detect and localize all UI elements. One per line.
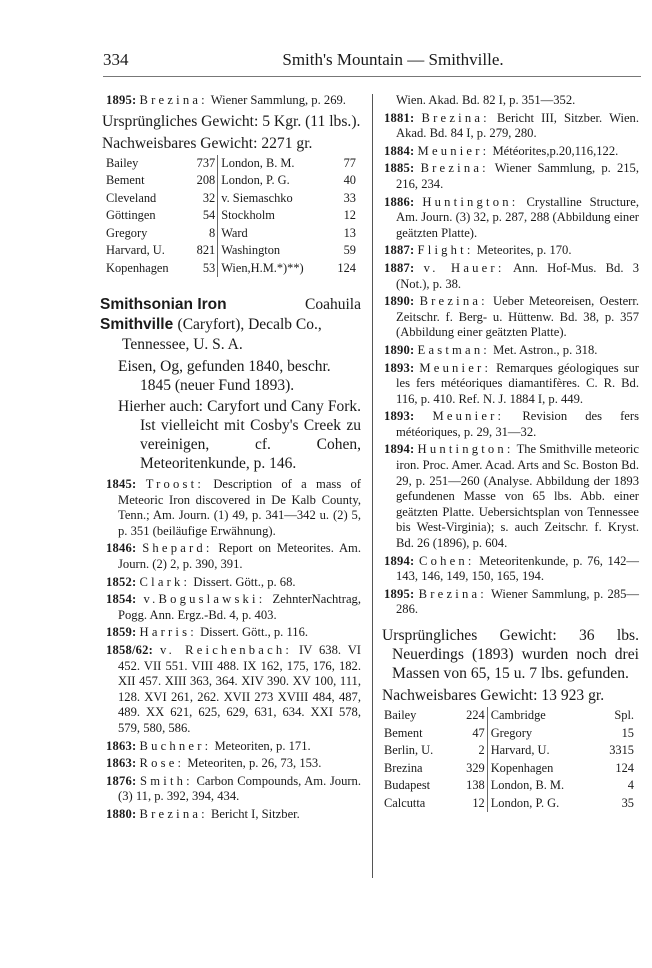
collection-weight: 47 (472, 725, 485, 740)
reference-entry (106, 541, 361, 572)
reference-text: Meteoritenkunde, p. 76, 142—143, 146, 149, 150, 165, 194. (396, 553, 640, 584)
reference-year: 1880: (106, 806, 137, 821)
collection-weight: 35 (621, 795, 634, 810)
reference-author: Harris: (139, 625, 197, 640)
original-weight: Ursprüngliches Gewicht: 36 lbs. Neuerdings (1893) wurden noch drei Massen von 65, 15 u. 7 lbs. gefunden. (382, 627, 639, 682)
column-divider (372, 94, 373, 878)
reference-author: Meunier: (432, 409, 505, 424)
collection-weight: 77 (343, 155, 356, 170)
collection-name: Gregory (487, 725, 599, 743)
reference-text: Meteoriten, p. 26, 73, 153. (187, 756, 322, 771)
reference-entry (106, 807, 361, 823)
collection-weight: 821 (196, 243, 216, 258)
reference-entry (384, 195, 639, 242)
reference-author: Rose: (139, 756, 185, 771)
reference-text: Ueber Meteoreisen, Oesterr. Zeitschr. f. Berg- u. Hüttenw. Bd. 38, p. 357 (Abbildung einer geätzten Platte). (396, 294, 639, 340)
reference-entry (384, 361, 639, 408)
collection-weight: 12 (472, 795, 485, 810)
collection-name: Bailey (384, 708, 417, 722)
collection-name: London, B. M. (487, 777, 599, 795)
collection-name: London, B. M. (218, 155, 333, 173)
collection-name: Calcutta (384, 795, 426, 810)
collection-weight: 329 (466, 760, 485, 775)
left-column (100, 93, 362, 825)
holdings-row (384, 725, 634, 743)
reference-author: Huntington: (417, 442, 514, 457)
reference-text: Remarques géologiques sur les fers météoriques diamantifères. C. R. Bd. 116, p. 410. Ref. N. J. 1884 I, p. 449. (396, 360, 639, 406)
reference-text: IV 638. VI 452. VII 551. VIII 488. IX 162, 175, 176, 182. XII 457. XIII 363, 364. XIV 390. XV 100, 111, 128. XVI 261, 262. XVII 273 XVIII 484, 487, 489. XX 621, 625, 629, 631, 634. XXI 578, 579, 580, 586. (118, 643, 361, 735)
collection-weight: 737 (196, 155, 216, 170)
reference-text: Revision des fers météoriques, p. 29, 31—32. (396, 409, 639, 439)
holdings-table (106, 155, 356, 278)
collection-name: v. Siemaschko (218, 190, 333, 208)
reference-entry (106, 477, 361, 539)
collection-name: Cleveland (106, 190, 157, 205)
collection-weight: 208 (196, 173, 216, 188)
reference-year: 1886: (384, 194, 415, 209)
collection-name: Ward (218, 225, 333, 243)
collection-weight: 8 (209, 225, 216, 240)
smithsonian-heading: Smithsonian Iron Coahuila (100, 296, 361, 314)
holdings-row (384, 742, 634, 760)
reference-author: Flight: (417, 243, 474, 258)
collection-weight: 12 (343, 208, 356, 223)
reference-entry (384, 294, 639, 341)
description-1: Eisen, Og, gefunden 1840, beschr. 1845 (neuer Fund 1893). (118, 358, 331, 395)
collection-weight: 53 (202, 260, 216, 275)
holdings-row (384, 795, 634, 813)
collection-weight: 33 (343, 190, 356, 205)
reference-author: Brezina: (418, 586, 487, 601)
holdings-row (106, 190, 356, 208)
reference-year: 1863: (106, 738, 137, 753)
reference-text: Météorites,p.20,116,122. (492, 143, 619, 158)
reference-year: 1894: (384, 442, 415, 457)
page-number: 334 (103, 50, 129, 69)
collection-weight: 15 (621, 725, 634, 740)
reference-entry (384, 261, 639, 292)
reference-text: Ann. Hof-Mus. Bd. 3 (Not.), p. 38. (396, 260, 639, 291)
reference-year: 1845: (106, 477, 137, 492)
reference-entry (106, 756, 361, 772)
reference-author: Brezina: (139, 806, 208, 821)
page-header (103, 50, 643, 76)
reference-entry (384, 442, 639, 551)
collection-weight: 138 (466, 778, 485, 792)
reference-year: 1881: (384, 110, 415, 125)
reference-text: Bericht I, Sitzber. (210, 806, 300, 821)
found-weight: Nachweisbares Gewicht: 2271 gr. (102, 134, 313, 152)
collection-name: Kopenhagen (487, 760, 599, 778)
reference-author: Eastman: (417, 342, 491, 357)
reference-entry (384, 343, 639, 359)
reference-author: v. Reichenbach: (160, 643, 293, 658)
reference-year: 1887: (384, 260, 415, 275)
collection-name: Gregory (106, 225, 148, 240)
reference-author: Brezina: (420, 161, 489, 176)
reference-year: 1852: (106, 574, 137, 589)
reference-text: ZehnterNachtrag, Pogg. Ann. Ergz.-Bd. 4, p. 403. (118, 592, 361, 622)
holdings-row (384, 760, 634, 778)
collection-weight: 224 (466, 708, 485, 722)
reference-year: 1876: (106, 773, 137, 788)
collection-weight: 40 (343, 173, 356, 188)
collection-name: Harvard, U. (487, 742, 599, 760)
reference-year: 1884: (384, 143, 415, 158)
reference-text: Crystalline Structure, Am. Journ. (3) 32, p. 287, 288 (Abbildung einer geätzten Platte). (396, 194, 639, 240)
reference-year: 1894: (384, 553, 415, 568)
original-weight: Ursprüngliches Gewicht: 5 Kgr. (11 lbs.). (102, 112, 361, 130)
reference-year: 1895: (384, 586, 415, 601)
collection-name: Bement (106, 173, 145, 188)
reference-author: v. Hauer: (423, 260, 505, 275)
holdings-row (106, 207, 356, 225)
reference-text: Meteorites, p. 170. (476, 243, 572, 258)
reference-entry (106, 774, 361, 805)
reference-author: Shepard: (142, 541, 213, 556)
reference-year: 1893: (384, 360, 415, 375)
collection-weight: 54 (202, 208, 216, 223)
description-2: Hierher auch: Caryfort und Cany Fork. Ist vielleicht mit Cosby's Creek zu vereinigen, cf. Cohen, Meteoritenkunde, p. 146. (118, 398, 361, 473)
reference-author: Meunier: (417, 143, 490, 158)
holdings-row (106, 155, 356, 173)
reference-author: Huntington: (422, 194, 519, 209)
reference-text: Meteoriten, p. 171. (214, 738, 311, 753)
reference-entry (384, 409, 639, 440)
collection-weight: 4 (627, 778, 634, 792)
reference-author: Cohen: (419, 553, 475, 568)
reference-entry (384, 111, 639, 142)
reference-author: Troost: (145, 477, 205, 492)
reference-text: The Smithville meteoric iron. Proc. Amer. Acad. Arts and Sc. Boston Bd. 29, p. 251—260 (Analyse. Abbildung der 1893 gefundenen Masse von 65 lbs. Abb. einer geätzten Platte. Uebersichtsplan von Tennessee bis West-Virginia); s. auch Zeitschr. f. Kryst. Bd. 26 (1896), p. 604. (396, 442, 639, 551)
reference-author: Brezina: (421, 110, 490, 125)
reference-entry: 1895: Brezina: Wiener Sammlung, p. 269. (106, 93, 346, 107)
holdings-row (106, 260, 356, 278)
holdings-row (384, 707, 634, 725)
reference-text: Carbon Compounds, Am. Journ. (3) 11, p. 392, 394, 434. (118, 773, 362, 804)
collection-weight: 124 (337, 260, 356, 275)
reference-text: Report on Meteorites. Am. Journ. (2) 2, p. 390, 391. (118, 541, 362, 572)
reference-year: 1854: (106, 592, 137, 607)
collection-name: Bement (384, 725, 423, 740)
collection-name: Budapest (384, 778, 431, 792)
reference-year: 1890: (384, 294, 415, 309)
reference-entry (106, 643, 361, 737)
collection-name: Berlin, U. (384, 743, 434, 757)
holdings-row (106, 172, 356, 190)
reference-year: 1887: (384, 243, 415, 258)
reference-text: Wiener Sammlung, p. 215, 216, 234. (396, 161, 639, 191)
reference-author: Clark: (139, 574, 191, 589)
collection-weight: 13 (343, 225, 356, 240)
reference-text: Dissert. Gött., p. 68. (193, 574, 296, 589)
reference-entry (384, 554, 639, 585)
reference-author: Buchner: (139, 738, 212, 753)
reference-year: 1846: (106, 541, 137, 556)
collection-name: London, P. G. (487, 795, 599, 813)
reference-entry (106, 625, 361, 641)
reference-year: 1893: (384, 409, 415, 424)
holdings-row (384, 777, 634, 795)
collection-name: Kopenhagen (106, 260, 169, 275)
reference-text: Met. Astron., p. 318. (493, 342, 598, 357)
reference-entry (106, 739, 361, 755)
reference-text: Wiener Sammlung, p. 285—286. (396, 586, 639, 617)
reference-entry (384, 161, 639, 192)
reference-year: 1885: (384, 161, 415, 176)
reference-continuation: Wien. Akad. Bd. 82 I, p. 351—352. (396, 93, 576, 107)
holdings-row (106, 242, 356, 260)
collection-name: Stockholm (218, 207, 333, 225)
reference-year: 1890: (384, 342, 415, 357)
reference-entry (384, 587, 639, 618)
reference-year: 1859: (106, 625, 137, 640)
reference-entry (384, 144, 639, 160)
holdings-table (384, 707, 634, 812)
holdings-row (106, 225, 356, 243)
header-rule (103, 76, 641, 77)
reference-author: v.Boguslawski: (143, 592, 266, 607)
collection-weight: 32 (202, 190, 216, 205)
collection-weight: 3315 (609, 743, 634, 757)
reference-entry (106, 575, 361, 591)
collection-name: Harvard, U. (106, 243, 165, 258)
reference-entry (384, 243, 639, 259)
reference-text: Description of a mass of Meteoric Iron discovered in De Kalb County, Tenn.; Am. Journ. (1) 49, p. 341—342 u. (2) 5, p. 351 (beiläufige Erwähnung). (118, 477, 361, 538)
reference-author: Meunier: (419, 360, 492, 375)
reference-year: 1863: (106, 756, 137, 771)
collection-name: Bailey (106, 155, 139, 170)
reference-entry (106, 592, 361, 623)
collection-name: Wien,H.M.*)**) (218, 260, 333, 278)
collection-name: Göttingen (106, 208, 156, 223)
collection-weight: 2 (478, 743, 485, 757)
right-column (384, 93, 639, 820)
reference-text: Bericht III, Sitzber. Wien. Akad. Bd. 84 I, p. 279, 280. (396, 110, 640, 141)
smithville-heading: Smithville (Caryfort), Decalb Co., Tennessee, U. S. A. (100, 316, 322, 354)
collection-weight: Spl. (614, 708, 634, 722)
found-weight: Nachweisbares Gewicht: 13 923 gr. (382, 687, 605, 704)
collection-name: London, P. G. (218, 172, 333, 190)
reference-year: 1858/62: (106, 643, 154, 658)
running-title: Smith's Mountain — Smithville. (282, 50, 504, 69)
collection-weight: 59 (343, 243, 356, 258)
reference-author: Brezina: (419, 294, 488, 309)
collection-name: Cambridge (487, 707, 599, 725)
reference-text: Dissert. Gött., p. 116. (200, 625, 309, 640)
collection-name: Brezina (384, 760, 423, 775)
reference-author: Smith: (140, 773, 193, 788)
collection-name: Washington (218, 242, 333, 260)
collection-weight: 124 (615, 760, 634, 775)
